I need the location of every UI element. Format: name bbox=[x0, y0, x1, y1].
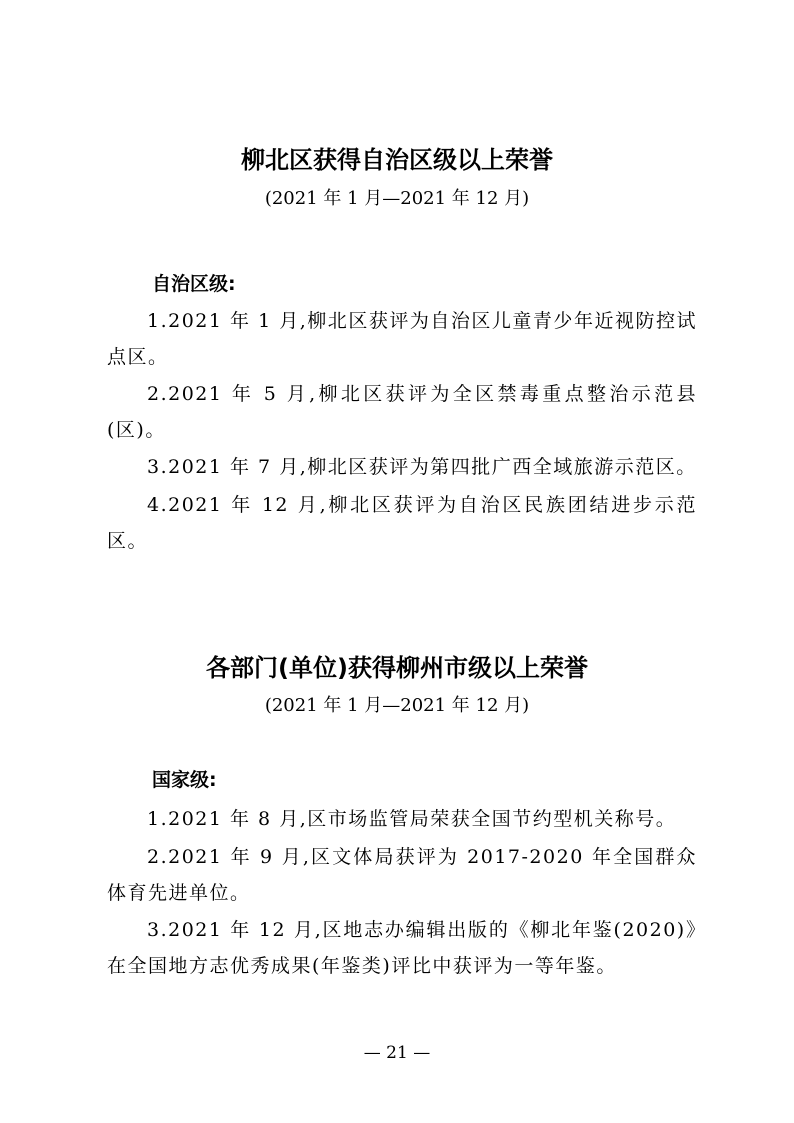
section1-item-2: 2.2021 年 5 月,柳北区获评为全区禁毒重点整治示范县(区)。 bbox=[107, 383, 697, 441]
section2-date-range: (2021 年 1 月—2021 年 12 月) bbox=[264, 695, 530, 716]
section1-item-3: 3.2021 年 7 月,柳北区获评为第四批广西全域旅游示范区。 bbox=[147, 456, 697, 478]
section1-item-1: 1.2021 年 1 月,柳北区获评为自治区儿童青少年近视防控试点区。 bbox=[107, 310, 697, 368]
section1-item-4: 4.2021 年 12 月,柳北区获评为自治区民族团结进步示范区。 bbox=[107, 494, 697, 552]
page-number: — 21 — bbox=[363, 1043, 431, 1063]
section1-date-range: (2021 年 1 月—2021 年 12 月) bbox=[264, 188, 530, 209]
section2-item-2: 2.2021 年 9 月,区文体局获评为 2017-2020 年全国群众体育先进单位。 bbox=[107, 846, 697, 904]
section1-level-heading: 自治区级: bbox=[152, 273, 236, 295]
section2-item-3: 3.2021 年 12 月,区地志办编辑出版的《柳北年鉴(2020)》在全国地方志优秀成果(年鉴类)评比中获评为一等年鉴。 bbox=[107, 919, 697, 977]
section2-level-heading: 国家级: bbox=[152, 769, 217, 791]
section2-title: 各部门(单位)获得柳州市级以上荣誉 bbox=[206, 654, 588, 682]
section1-title: 柳北区获得自治区级以上荣誉 bbox=[241, 146, 553, 174]
section2-item-1: 1.2021 年 8 月,区市场监管局荣获全国节约型机关称号。 bbox=[147, 808, 677, 830]
